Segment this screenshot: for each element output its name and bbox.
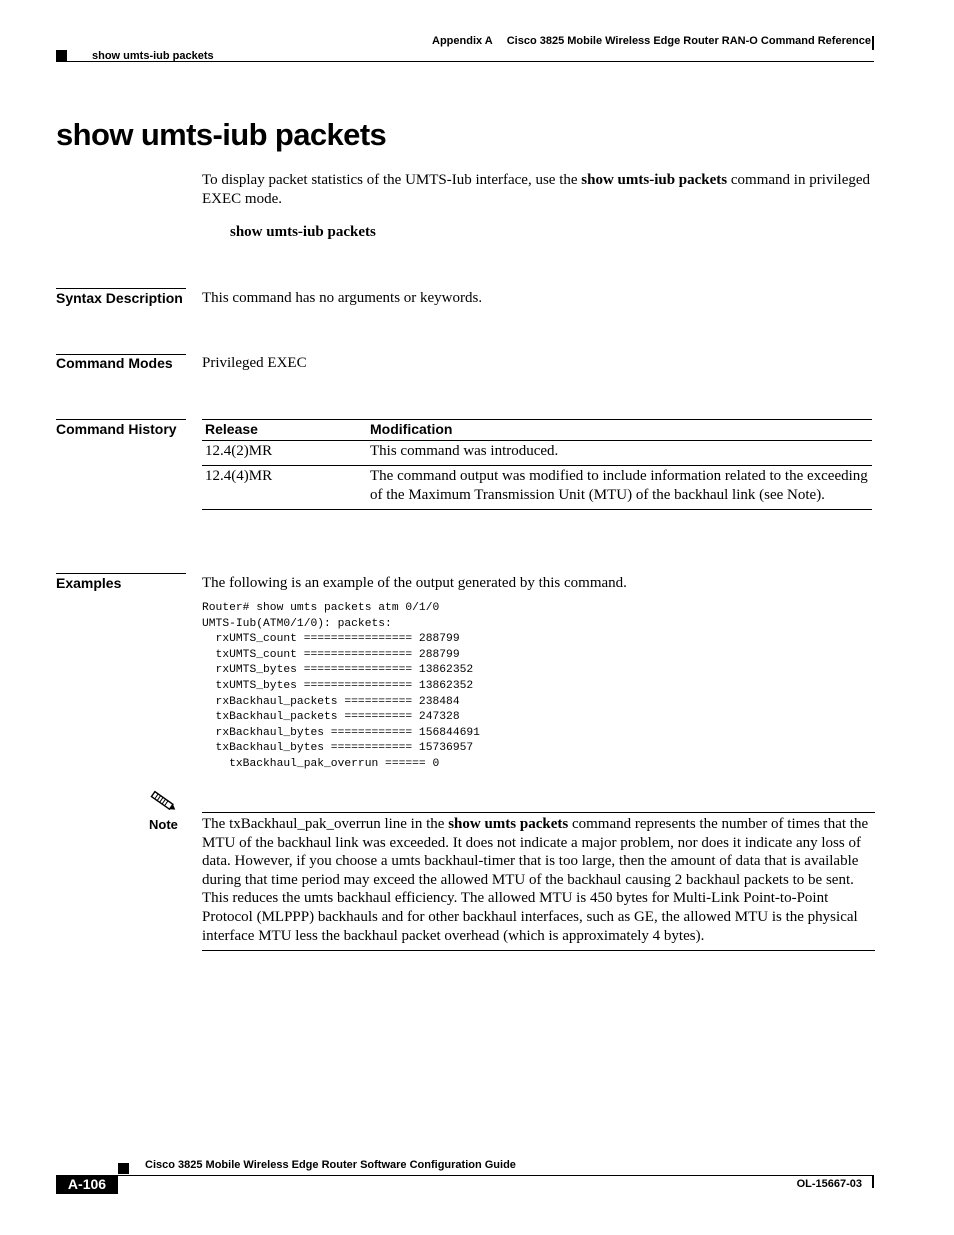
note-label: Note <box>149 817 178 832</box>
modification-cell: This command was introduced. <box>370 443 559 459</box>
column-header-release: Release <box>205 421 258 437</box>
page-title: show umts-iub packets <box>56 117 387 152</box>
command-modes-text: Privileged EXEC <box>202 355 307 371</box>
footer-marker-square <box>118 1163 129 1174</box>
release-cell: 12.4(4)MR <box>205 468 273 484</box>
pencil-note-icon <box>148 789 178 813</box>
command-history-table <box>202 419 872 510</box>
examples-text: The following is an example of the output generated by this command. <box>202 575 627 591</box>
examples-label: Examples <box>56 575 122 591</box>
footer-edge-bar <box>872 1176 874 1188</box>
header-appendix: Appendix A <box>432 35 493 47</box>
release-cell: 12.4(2)MR <box>205 443 273 459</box>
column-header-modification: Modification <box>370 421 453 437</box>
example-output-code: Router# show umts packets atm 0/1/0 UMTS-Iub(ATM0/1/0): packets: rxUMTS_count ================ 288799 txUMTS_count ================ 288799 rxUMTS_bytes ================ 13862352 txUMTS_bytes ================ 13862352 rxBackhaul_packets ========== 238484 txBackhaul_packets ========== 247328 rxBackhaul_bytes ============ 156844691 txBackhaul_bytes ============ 15736957 txBackhaul_pak_overrun ====== 0 <box>202 602 480 770</box>
intro-text-after: command in privileged EXEC mode. <box>202 172 871 207</box>
syntax-command: show umts-iub packets <box>230 224 376 240</box>
page-number: A-106 <box>56 1175 118 1194</box>
note-text-after: command represents the number of times that the MTU of the backhaul link was exceeded. It does not indicate a major problem, nor does it indicate any loss of data. However, if you choose a umts backhaul-timer that is too large, then the amount of data that is available during that time period may exceed the allowed MTU of the backhaul causing 2 backhaul packets to be sent. This reduces the umts backhaul efficiency. The allowed MTU is 450 bytes for Multi-Link Point-to-Point Protocol (MLPPP) backhauls and for other backhaul interfaces, such as GE, the allowed MTU is the physical interface MTU less the backhaul packet overhead (which is approximately 4 bytes). <box>202 816 869 944</box>
syntax-description-text: This command has no arguments or keywords. <box>202 290 483 306</box>
intro-paragraph <box>202 171 872 208</box>
table-row <box>202 440 872 465</box>
syntax-description-label: Syntax Description <box>56 290 183 306</box>
examples-rule <box>56 573 186 574</box>
header-command-name: show umts-iub packets <box>92 50 214 62</box>
command-modes-label: Command Modes <box>56 355 173 371</box>
header-book-title: Cisco 3825 Mobile Wireless Edge Router RAN-O Command Reference <box>506 35 871 47</box>
note-text-before: The txBackhaul_pak_overrun line in the <box>202 816 449 832</box>
syntax-description-rule <box>56 288 186 289</box>
command-history-rule <box>56 419 186 420</box>
note-command: show umts packets <box>448 816 569 832</box>
doc-number: OL-15667-03 <box>796 1178 862 1190</box>
header-marker-square <box>56 50 67 61</box>
header-edge-bar <box>872 36 874 50</box>
note-text <box>202 812 875 951</box>
table-row <box>202 465 872 509</box>
intro-text-before: To display packet statistics of the UMTS-Iub interface, use the <box>202 172 582 188</box>
command-history-label: Command History <box>56 421 177 437</box>
table-header-row <box>202 420 872 440</box>
running-header <box>432 35 871 47</box>
modification-cell: The command output was modified to include information related to the exceeding of the Maximum Transmission Unit (MTU) of the backhaul link (see Note). <box>370 468 868 503</box>
intro-command: show umts-iub packets <box>581 172 728 188</box>
footer-guide-title: Cisco 3825 Mobile Wireless Edge Router Software Configuration Guide <box>145 1159 516 1171</box>
footer-rule <box>118 1175 874 1176</box>
